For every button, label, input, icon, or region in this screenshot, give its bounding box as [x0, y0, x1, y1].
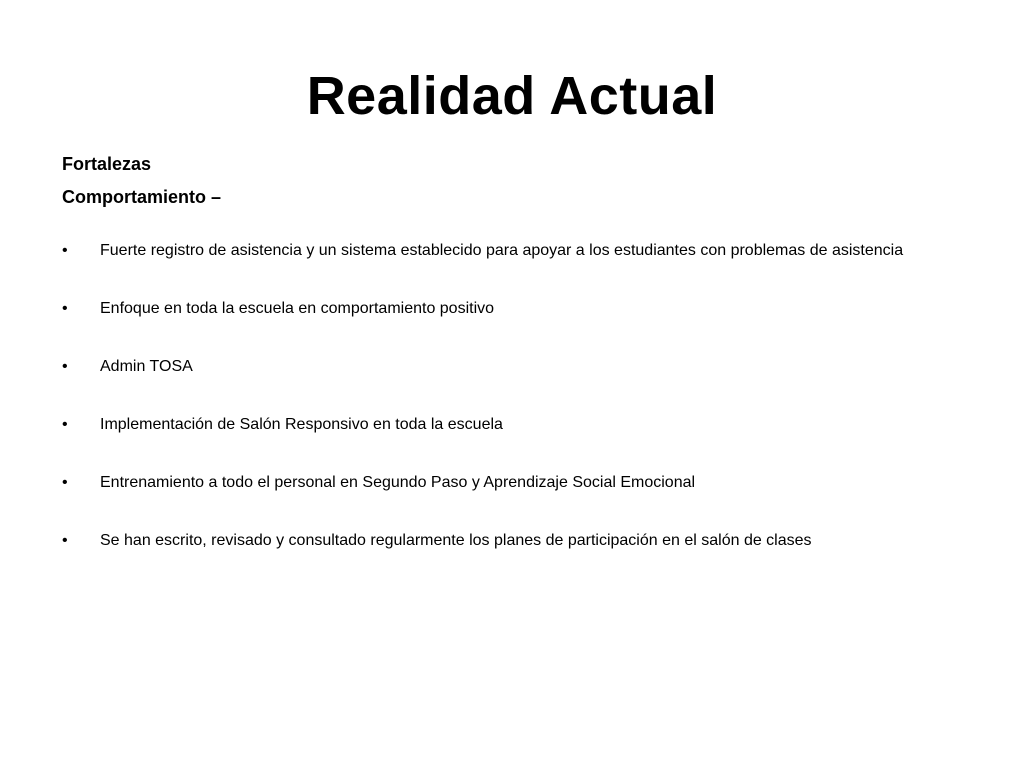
- slide-title: Realidad Actual: [306, 66, 718, 126]
- bullet-list: [62, 239, 962, 553]
- section-heading-comportamiento: Comportamiento –: [62, 187, 222, 207]
- bullet-item: [62, 413, 962, 437]
- bullet-item: [62, 529, 962, 553]
- bullet-item: [62, 297, 962, 321]
- bullet-text: Se han escrito, revisado y consultado regularmente los planes de participación en el salón de clases: [100, 532, 812, 549]
- bullet-icon: •: [62, 532, 68, 549]
- bullet-icon: •: [62, 300, 68, 317]
- bullet-icon: •: [62, 358, 68, 375]
- bullet-text: Enfoque en toda la escuela en comportamiento positivo: [100, 300, 495, 317]
- bullet-item: [62, 239, 962, 263]
- bullet-icon: •: [62, 474, 68, 491]
- bullet-text: Entrenamiento a todo el personal en Segundo Paso y Aprendizaje Social Emocional: [100, 474, 696, 491]
- bullet-text: Admin TOSA: [100, 358, 193, 375]
- bullet-text: Fuerte registro de asistencia y un sistema establecido para apoyar a los estudiantes con problemas de asistencia: [100, 242, 904, 259]
- bullet-icon: •: [62, 416, 68, 433]
- section-heading-fortalezas: Fortalezas: [62, 154, 152, 174]
- bullet-item: [62, 355, 962, 379]
- bullet-text: Implementación de Salón Responsivo en toda la escuela: [100, 416, 503, 433]
- bullet-icon: •: [62, 242, 68, 259]
- slide-content: [62, 152, 962, 587]
- bullet-item: [62, 471, 962, 495]
